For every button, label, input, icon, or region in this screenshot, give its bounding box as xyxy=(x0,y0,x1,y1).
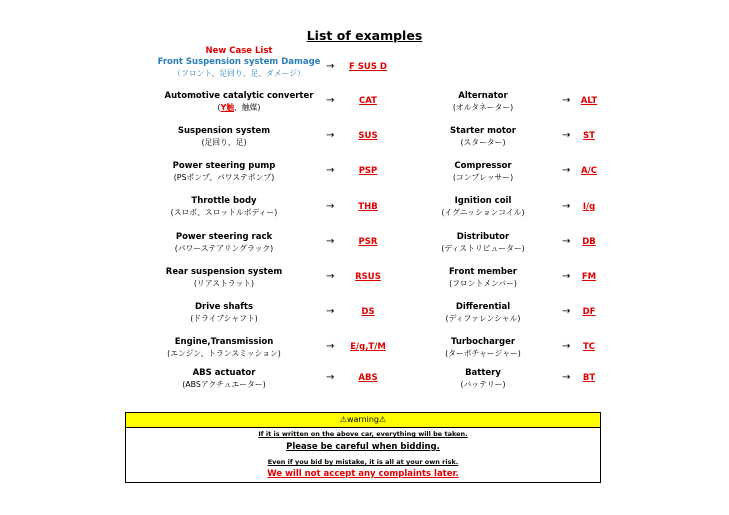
item-name: Starter motor xyxy=(450,126,516,136)
item-name: Rear suspension system xyxy=(165,267,283,277)
list-item-right xyxy=(413,336,553,359)
item-name: Distributor xyxy=(456,232,510,242)
item-code: ALT xyxy=(580,96,598,106)
item-code: CAT xyxy=(359,96,377,106)
item-code: FM xyxy=(581,272,597,282)
list-item-left xyxy=(134,367,314,390)
item-japanese: (パワーステアリングラック) xyxy=(174,244,274,253)
item-name: Alternator xyxy=(458,91,508,101)
warning-line-3: Even if you bid by mistake, it is all at your own risk. xyxy=(267,458,459,466)
new-case-arrow: → xyxy=(326,61,335,72)
arrow: → xyxy=(326,201,335,212)
item-japanese: (スターター) xyxy=(460,138,506,147)
list-item-right xyxy=(413,266,553,289)
list-item-left xyxy=(134,90,344,113)
list-item-left xyxy=(134,125,314,148)
item-japanese: (ディファレンシャル) xyxy=(445,314,521,323)
item-code: ABS xyxy=(358,373,378,383)
item-code: E/g,T/M xyxy=(350,342,386,352)
item-code: A/C xyxy=(581,166,597,176)
item-name: Power steering rack xyxy=(175,232,273,242)
list-item-right xyxy=(413,160,553,183)
arrow: → xyxy=(326,306,335,317)
arrow: → xyxy=(562,372,571,383)
arrow: → xyxy=(562,306,571,317)
arrow: → xyxy=(326,165,335,176)
item-japanese: (エンジン、トランスミッション) xyxy=(167,349,281,358)
arrow: → xyxy=(326,341,335,352)
item-code: DF xyxy=(582,307,596,317)
item-code: DB xyxy=(582,237,596,247)
arrow: → xyxy=(562,165,571,176)
new-case-subtitle: Front Suspension system Damage xyxy=(157,57,321,67)
list-item-right xyxy=(413,367,553,390)
item-japanese: (ABSアクチュエーター) xyxy=(182,380,266,389)
arrow: → xyxy=(562,236,571,247)
page-title: List of examples xyxy=(306,28,423,43)
item-code: I/g xyxy=(582,202,596,212)
item-code: RSUS xyxy=(355,272,381,282)
list-item-right xyxy=(413,231,553,254)
list-item-right xyxy=(413,301,553,324)
item-japanese: (イグニッションコイル) xyxy=(441,208,525,217)
item-japanese: (Y触、触媒) xyxy=(217,103,261,112)
list-item-left xyxy=(134,301,314,324)
arrow: → xyxy=(562,341,571,352)
arrow: → xyxy=(326,372,335,383)
item-name: Automotive catalytic converter xyxy=(164,91,314,101)
item-code: THB xyxy=(358,202,378,212)
item-japanese: (ドライブシャフト) xyxy=(190,314,258,323)
item-name: Drive shafts xyxy=(194,302,254,312)
warning-box xyxy=(125,412,601,483)
item-japanese: (ディストリビューター) xyxy=(441,244,525,253)
item-name: Throttle body xyxy=(191,196,257,206)
list-item-right xyxy=(413,195,553,218)
item-name: ABS actuator xyxy=(192,368,256,378)
item-japanese: (コンプレッサー) xyxy=(452,173,514,182)
new-case-block xyxy=(134,46,344,80)
item-japanese: (フロントメンバー) xyxy=(449,279,517,288)
item-japanese: (スロボ、スロットルボディー) xyxy=(170,208,278,217)
item-japanese: (PSポンプ、パワステポンプ) xyxy=(173,173,275,182)
item-japanese: (リアストラット) xyxy=(193,279,255,288)
list-item-left xyxy=(134,336,314,359)
arrow: → xyxy=(562,130,571,141)
list-item-left xyxy=(134,231,314,254)
arrow: → xyxy=(562,271,571,282)
new-case-code: F SUS D xyxy=(349,62,387,72)
item-japanese: (バッテリー) xyxy=(460,380,506,389)
item-code: PSR xyxy=(358,237,378,247)
item-code: DS xyxy=(361,307,375,317)
warning-header: ⚠warning⚠ xyxy=(126,413,600,428)
item-code: TC xyxy=(582,342,596,352)
item-name: Power steering pump xyxy=(172,161,276,171)
new-case-japanese: （フロント、足回り、足、ダメージ） xyxy=(173,69,305,78)
item-japanese: (オルタネーター) xyxy=(452,103,514,112)
arrow: → xyxy=(562,95,571,106)
arrow: → xyxy=(326,130,335,141)
item-code: ST xyxy=(583,131,595,141)
item-name: Ignition coil xyxy=(454,196,512,206)
item-name: Battery xyxy=(465,368,501,378)
new-case-title: New Case List xyxy=(205,46,273,56)
item-name: Turbocharger xyxy=(450,337,516,347)
item-code: SUS xyxy=(358,131,378,141)
item-name: Differential xyxy=(455,302,511,312)
warning-line-2: Please be careful when bidding. xyxy=(286,442,440,452)
list-item-right xyxy=(413,90,553,113)
warning-line-1: If it is written on the above car, everything will be taken. xyxy=(258,430,468,438)
warning-line-4: We will not accept any complaints later. xyxy=(267,469,459,479)
list-item-left xyxy=(134,266,314,289)
arrow: → xyxy=(326,271,335,282)
arrow: → xyxy=(326,236,335,247)
list-item-left xyxy=(134,160,314,183)
item-code: BT xyxy=(582,373,596,383)
arrow: → xyxy=(326,95,335,106)
item-name: Engine,Transmission xyxy=(174,337,274,347)
item-code: PSP xyxy=(358,166,378,176)
item-japanese: (ターボチャージャー) xyxy=(445,349,521,358)
item-japanese: (足回り、足) xyxy=(201,138,247,147)
item-name: Suspension system xyxy=(177,126,271,136)
arrow: → xyxy=(562,201,571,212)
list-item-left xyxy=(134,195,314,218)
list-item-right xyxy=(413,125,553,148)
item-name: Front member xyxy=(449,267,517,277)
item-name: Compressor xyxy=(454,161,512,171)
